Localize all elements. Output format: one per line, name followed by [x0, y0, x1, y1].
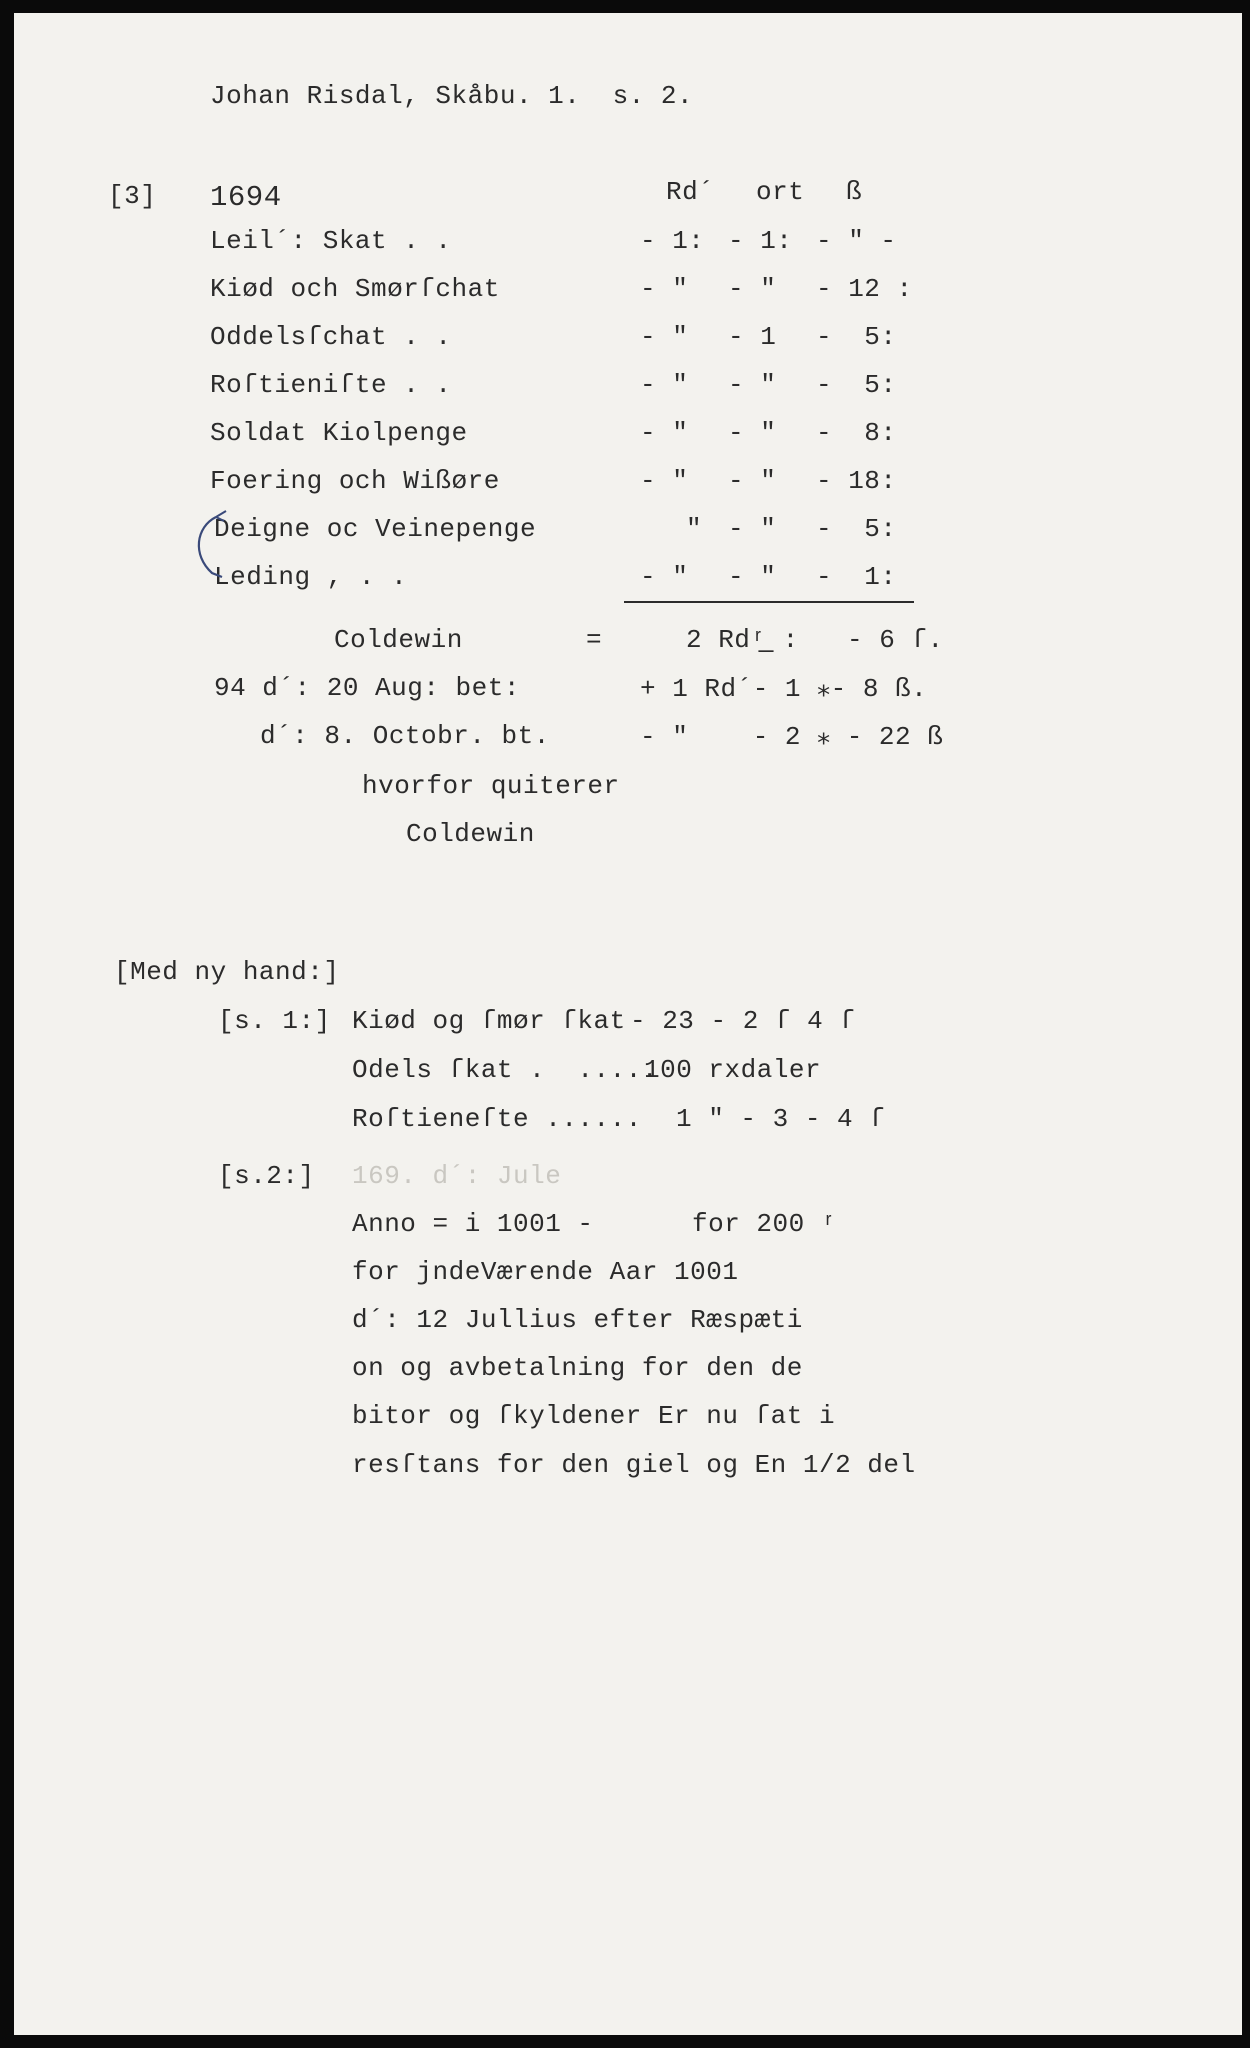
row-label: Roſtieniſte . .: [210, 370, 452, 400]
payment-value: - " - 2 ⁎ - 22 ß: [640, 722, 944, 752]
row-label: Soldat Kiolpenge: [210, 418, 468, 448]
row-b: - " -: [816, 226, 897, 256]
row-b: - 5:: [816, 514, 897, 544]
column-b: ß: [846, 177, 863, 207]
row-rd: - 1:: [640, 226, 705, 256]
s2-line: on og avbetalning for den de: [352, 1353, 803, 1383]
s2-line: bitor og ſkyldener Er nu ſat i: [352, 1401, 836, 1431]
row-b: - 12 :: [816, 274, 913, 304]
row-label: Deigne oc Veinepenge: [214, 514, 537, 544]
total-value: 2 Rdʳ̲ : - 6 ſ.: [686, 625, 944, 655]
total-label: Coldewin: [334, 625, 463, 655]
row-ort: - ": [728, 418, 777, 448]
column-ort: ort: [756, 177, 805, 207]
column-rd: Rd´: [666, 177, 715, 207]
row-b: - 5:: [816, 370, 897, 400]
s2-label: [s.2:]: [218, 1161, 315, 1191]
s1-row-label: Kiød og ſmør ſkat: [352, 1006, 626, 1036]
row-ort: - ": [728, 514, 777, 544]
s1-row-value: 100 rxdaler: [644, 1055, 822, 1085]
row-b: - 8:: [816, 418, 897, 448]
row-label: Oddelsſchat . .: [210, 322, 452, 352]
row-rd: - ": [640, 370, 689, 400]
s2-faded-text: 169. d´: Jule: [352, 1161, 562, 1191]
row-ort: - ": [728, 562, 777, 592]
s2-for: for 200 ʳ: [692, 1209, 837, 1239]
s1-row-label: Odels ſkat . .....: [352, 1055, 658, 1085]
closing-line: hvorfor quiterer: [362, 771, 620, 801]
row-rd: ": [686, 514, 703, 544]
row-ort: - 1:: [728, 226, 793, 256]
row-ort: - ": [728, 466, 777, 496]
row-b: - 18:: [816, 466, 897, 496]
document-header: Johan Risdal, Skåbu. 1. s. 2.: [210, 81, 694, 111]
row-b: - 5:: [816, 322, 897, 352]
row-rd: - ": [640, 418, 689, 448]
row-rd: - ": [640, 562, 689, 592]
new-hand-heading: [Med ny hand:]: [114, 957, 340, 987]
row-label: Foering och Wißøre: [210, 466, 500, 496]
row-label: Leil´: Skat . .: [210, 226, 452, 256]
s1-label: [s. 1:]: [218, 1006, 331, 1036]
row-label: Leding , . .: [214, 562, 408, 592]
s2-line: resſtans for den giel og En 1/2 del: [352, 1450, 916, 1480]
payment-label: 94 d´: 20 Aug: bet:: [214, 673, 520, 703]
s2-line: d´: 12 Jullius efter Ræspæti: [352, 1305, 803, 1335]
margin-bracket-mark: [182, 493, 234, 593]
document-page: [14, 13, 1242, 2035]
row-label: Kiød och Smørſchat: [210, 274, 500, 304]
row-ort: - ": [728, 274, 777, 304]
payment-label: d´: 8. Octobr. bt.: [260, 721, 550, 751]
row-b: - 1:: [816, 562, 897, 592]
row-rd: - ": [640, 322, 689, 352]
s1-row-value: 1 " - 3 - 4 ſ: [676, 1104, 886, 1134]
closing-signature: Coldewin: [406, 819, 535, 849]
s1-row-value: - 23 - 2 ſ 4 ſ: [630, 1006, 856, 1036]
section-number: [3]: [108, 181, 157, 211]
row-rd: - ": [640, 274, 689, 304]
payment-value: + 1 Rd´- 1 ⁎- 8 ß.: [640, 674, 928, 704]
s2-line: for jndeVærende Aar 1001: [352, 1257, 739, 1287]
row-ort: - ": [728, 370, 777, 400]
s2-anno: Anno = i 1001 -: [352, 1209, 594, 1239]
total-equals: =: [586, 625, 603, 655]
year: 1694: [210, 181, 282, 214]
row-rd: - ": [640, 466, 689, 496]
row-ort: - 1: [728, 322, 777, 352]
s1-row-label: Roſtieneſte ......: [352, 1104, 642, 1134]
sum-rule: [624, 601, 914, 603]
